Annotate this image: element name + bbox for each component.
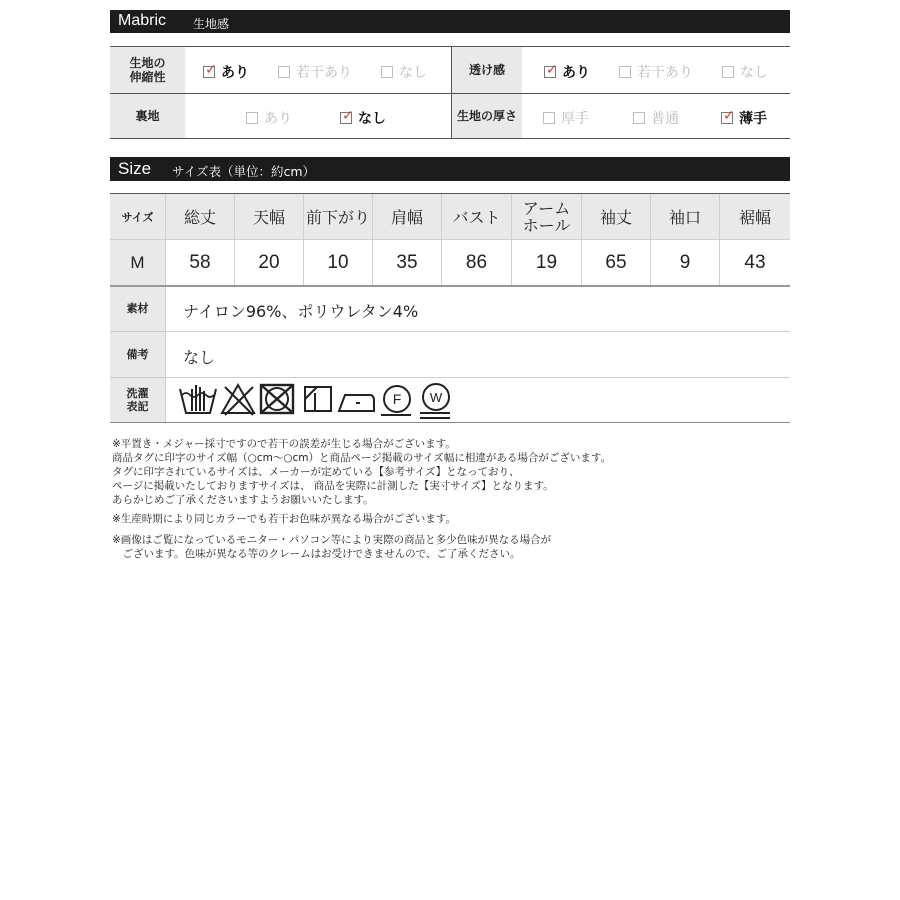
sheer-option-yes bbox=[544, 62, 590, 82]
note-line: タグに印字されているサイズは、メーカーが定めている【参考サイズ】となっており、 bbox=[112, 466, 520, 478]
size-header-length: 総丈 bbox=[183, 208, 216, 227]
checkbox-empty-icon bbox=[619, 66, 631, 78]
dry-clean-f-icon bbox=[381, 381, 415, 417]
lining-option-yes bbox=[246, 108, 292, 128]
checkbox-empty-icon bbox=[633, 112, 645, 124]
size-header-armhole: アーム ホール bbox=[522, 198, 571, 235]
stretch-label: 生地の 伸縮性 bbox=[129, 56, 166, 84]
sheerness-label: 透け感 bbox=[468, 63, 505, 77]
size-column-divider bbox=[234, 194, 235, 285]
stretch-option-no bbox=[381, 62, 427, 82]
size-header-sleeve-length: 袖丈 bbox=[599, 208, 632, 227]
checkbox-checked-icon: ✓ bbox=[546, 62, 558, 78]
size-column-divider bbox=[372, 194, 373, 285]
stretch-option-yes bbox=[203, 62, 249, 82]
note-line: ※画像はご覧になっているモニター・パソコン等により実際の商品と多少色味が異なる場合が bbox=[112, 534, 552, 546]
size-value-length: 58 bbox=[189, 251, 211, 273]
thickness-option-thin-label: 薄手 bbox=[739, 111, 767, 127]
size-header-shoulder: 肩幅 bbox=[390, 208, 423, 227]
hand-wash-icon bbox=[178, 381, 218, 417]
size-column-divider bbox=[581, 194, 582, 285]
size-column-divider bbox=[303, 194, 304, 285]
size-header-neck-width: 天幅 bbox=[252, 208, 285, 227]
sheer-option-no-label: なし bbox=[740, 65, 768, 81]
stretch-option-yes-label: あり bbox=[221, 65, 249, 81]
stretch-option-no-label: なし bbox=[399, 65, 427, 81]
note-line: ございます。色味が異なる等のクレームはお受けできませんので、ご了承ください。 bbox=[112, 548, 521, 560]
low-iron-icon bbox=[336, 381, 378, 417]
size-value-size: M bbox=[130, 252, 145, 272]
size-value-armhole: 19 bbox=[535, 251, 558, 273]
care-label: 洗濯 表記 bbox=[126, 387, 149, 413]
size-header-cuff: 袖口 bbox=[668, 208, 701, 227]
dry-clean-letter: F bbox=[383, 385, 411, 413]
remarks-label: 備考 bbox=[126, 347, 149, 361]
size-value-sleeve-length: 65 bbox=[605, 251, 627, 273]
wet-clean-w-icon bbox=[420, 381, 454, 421]
mabric-top-line bbox=[110, 46, 790, 47]
mabric-mid-line bbox=[110, 93, 790, 94]
thickness-option-thick-label: 厚手 bbox=[561, 111, 589, 127]
wet-clean-letter: W bbox=[422, 383, 450, 411]
size-value-neck-width: 20 bbox=[258, 251, 280, 273]
lining-label: 裏地 bbox=[135, 109, 160, 123]
stretch-option-slight bbox=[278, 62, 352, 82]
thickness-label: 生地の厚さ bbox=[456, 109, 517, 123]
size-column-divider bbox=[441, 194, 442, 285]
size-column-divider bbox=[719, 194, 720, 285]
no-bleach-icon bbox=[219, 381, 257, 417]
size-table-bottom-line bbox=[110, 285, 790, 287]
info-line-1 bbox=[110, 331, 790, 332]
material-value: ナイロン96%、ポリウレタン4% bbox=[183, 302, 419, 321]
checkbox-empty-icon bbox=[381, 66, 393, 78]
lining-option-no bbox=[340, 108, 386, 128]
info-line-2 bbox=[110, 377, 790, 378]
size-column-divider bbox=[650, 194, 651, 285]
info-label-divider bbox=[165, 287, 166, 422]
checkbox-empty-icon bbox=[278, 66, 290, 78]
size-value-shoulder: 35 bbox=[396, 251, 418, 273]
thickness-option-normal bbox=[633, 108, 679, 128]
material-label: 素材 bbox=[126, 302, 149, 315]
note-line: ※生産時期により同じカラーでも若干お色味が異なる場合がございます。 bbox=[112, 513, 456, 525]
note-line: あらかじめご了承くださいますようお願いいたします。 bbox=[112, 494, 374, 506]
size-header-bust: バスト bbox=[452, 208, 501, 227]
lining-option-yes-label: あり bbox=[264, 111, 292, 127]
remarks-value: なし bbox=[183, 348, 216, 367]
checkbox-empty-icon bbox=[246, 112, 258, 124]
lining-option-no-label: なし bbox=[358, 111, 386, 127]
mabric-subtitle: 生地感 bbox=[193, 17, 230, 31]
note-line: ※平置き・メジャー採寸ですので若干の誤差が生じる場合がございます。 bbox=[112, 438, 456, 450]
checkbox-empty-icon bbox=[722, 66, 734, 78]
note-line: ページに掲載いたしておりますサイズは、 商品を実際に計測した【実寸サイズ】となります。 bbox=[112, 480, 554, 492]
stretch-option-slight-label: 若干あり bbox=[296, 65, 352, 81]
sheer-option-yes-label: あり bbox=[562, 65, 590, 81]
mabric-title: Mabric bbox=[118, 12, 167, 29]
checkbox-checked-icon: ✓ bbox=[342, 108, 354, 124]
size-value-hem: 43 bbox=[744, 251, 766, 273]
thickness-option-normal-label: 普通 bbox=[651, 111, 679, 127]
thickness-option-thin bbox=[721, 108, 767, 128]
thickness-option-thick bbox=[543, 108, 589, 128]
no-tumble-dry-icon bbox=[258, 381, 296, 417]
size-title: Size bbox=[118, 159, 152, 178]
size-column-divider bbox=[165, 194, 166, 285]
size-value-front-drop: 10 bbox=[327, 251, 349, 273]
checkbox-checked-icon: ✓ bbox=[723, 108, 735, 124]
checkbox-checked-icon: ✓ bbox=[205, 62, 217, 78]
size-header-front-drop: 前下がり bbox=[305, 208, 370, 227]
size-subtitle: サイズ表（単位：約cm） bbox=[172, 164, 316, 179]
line-dry-shade-icon bbox=[302, 381, 334, 417]
sheer-option-no bbox=[722, 62, 768, 82]
sheer-option-slight bbox=[619, 62, 693, 82]
size-column-divider bbox=[511, 194, 512, 285]
size-value-bust: 86 bbox=[465, 251, 488, 273]
info-bottom-line bbox=[110, 422, 790, 423]
size-header-size: サイズ bbox=[121, 210, 154, 224]
checkbox-empty-icon bbox=[543, 112, 555, 124]
mabric-bottom-line bbox=[110, 138, 790, 139]
sheer-option-slight-label: 若干あり bbox=[637, 65, 693, 81]
size-header-hem: 裾幅 bbox=[738, 208, 771, 227]
mabric-header-bar bbox=[110, 10, 790, 33]
size-header-bar bbox=[110, 157, 790, 181]
note-line: 商品タグに印字のサイズ幅（○cm～○cm）と商品ページ掲載のサイズ幅に相違がある場合がございます。 bbox=[112, 452, 612, 464]
size-value-cuff: 9 bbox=[679, 251, 691, 273]
